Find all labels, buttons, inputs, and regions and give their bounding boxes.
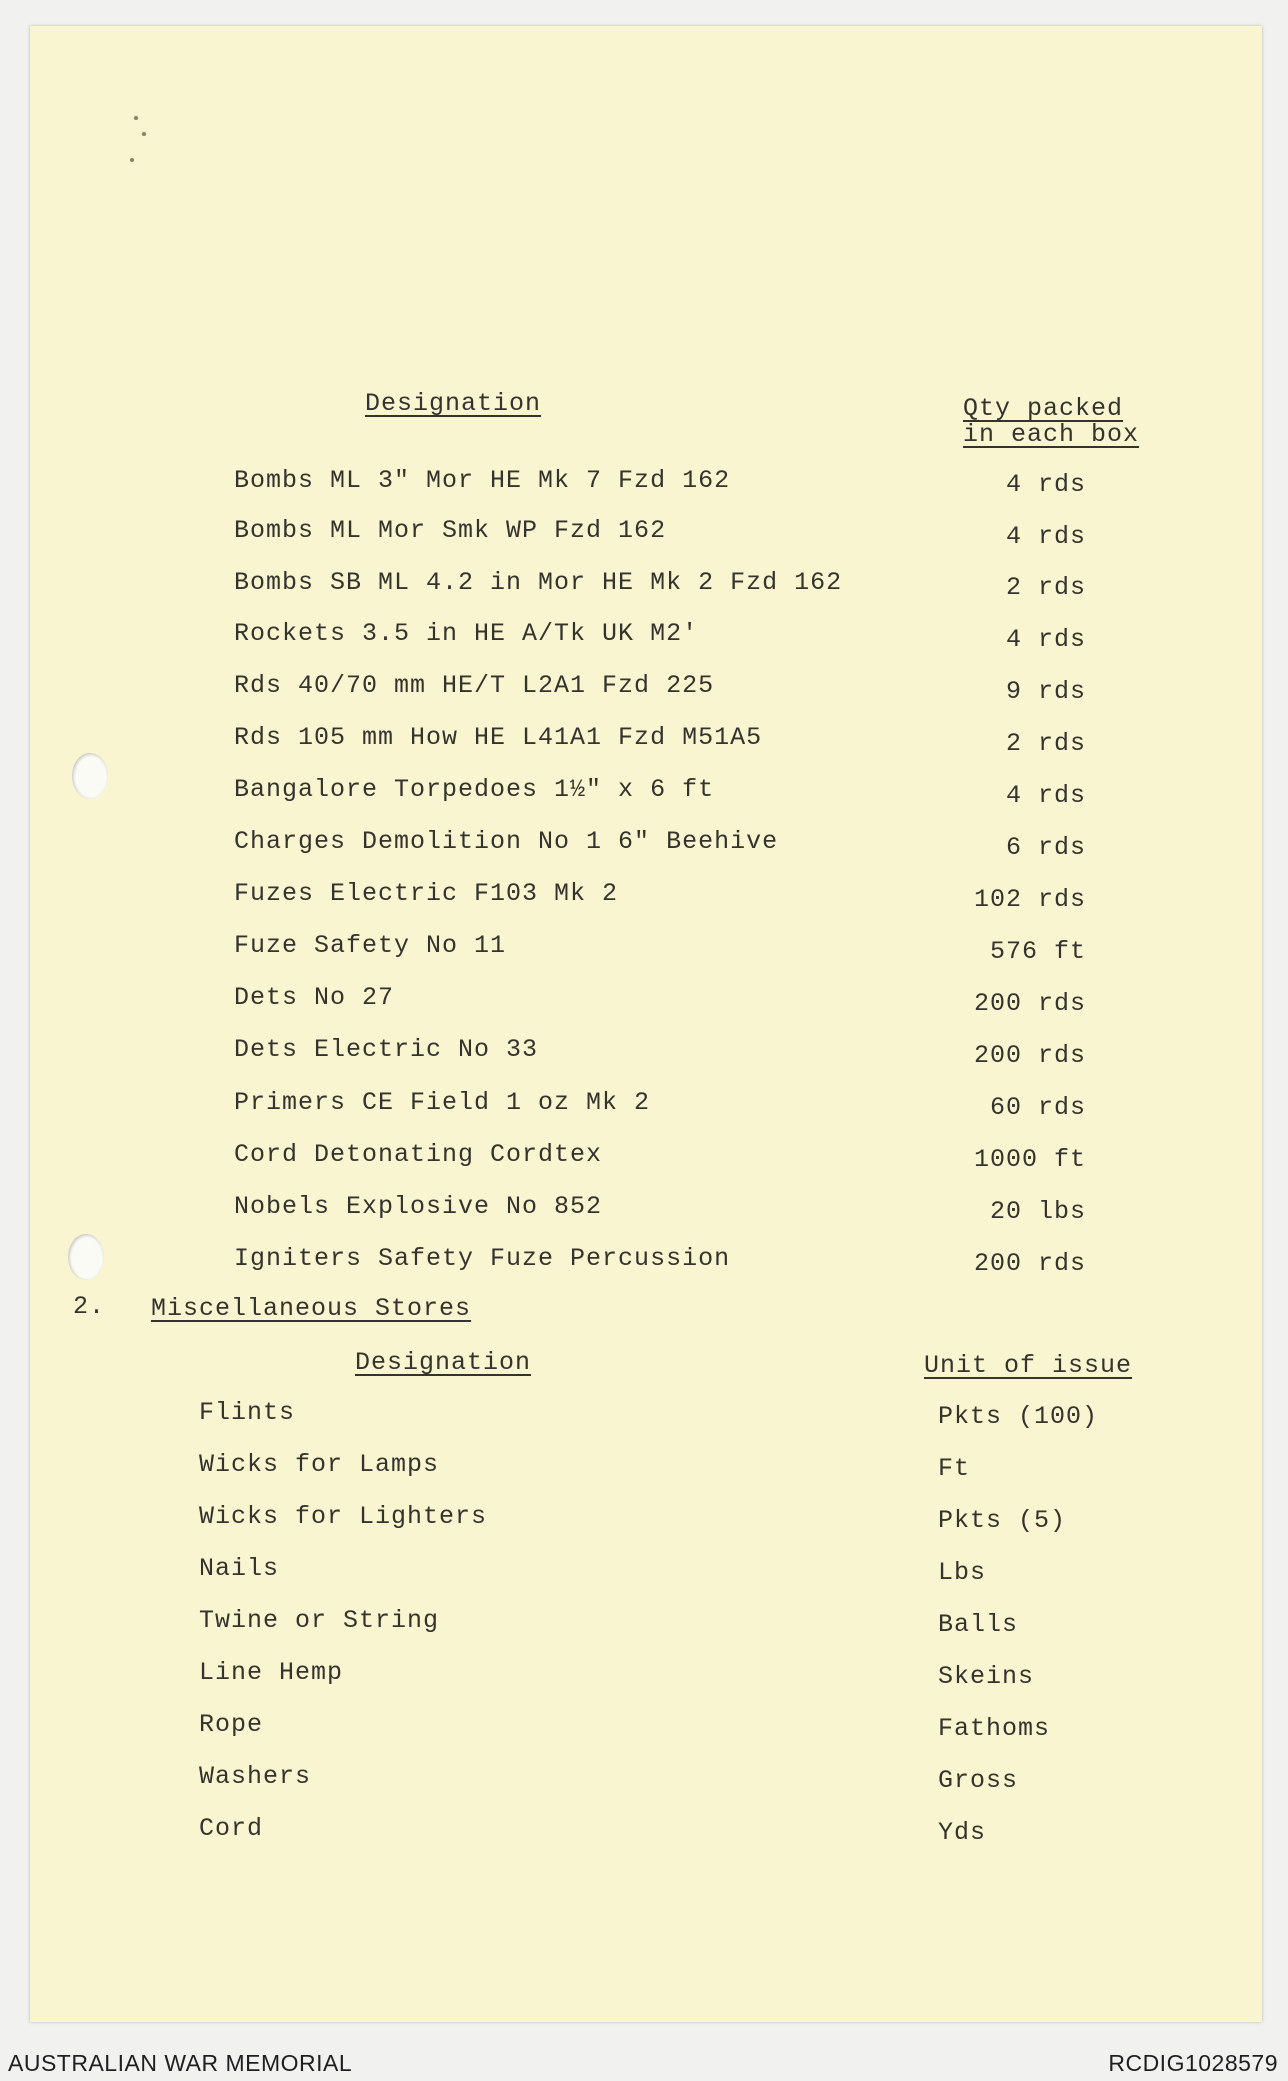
paper-blemish <box>130 158 134 162</box>
ammo-qty: 4 rds <box>1005 781 1086 810</box>
ammo-designation: Dets Electric No 33 <box>234 1035 539 1064</box>
store-designation: Line Hemp <box>199 1658 344 1687</box>
store-unit: Balls <box>938 1610 1019 1639</box>
ammo-designation: Fuze Safety No 11 <box>234 931 507 960</box>
store-designation: Washers <box>199 1762 312 1791</box>
ammo-designation: Igniters Safety Fuze Percussion <box>234 1244 731 1273</box>
ammo-designation: Fuzes Electric F103 Mk 2 <box>234 879 619 908</box>
store-designation: Flints <box>199 1398 296 1427</box>
store-designation: Wicks for Lamps <box>199 1450 440 1479</box>
footer-archive-name: AUSTRALIAN WAR MEMORIAL <box>8 2050 353 2076</box>
ammo-qty: 9 rds <box>1005 677 1086 706</box>
store-unit: Gross <box>938 1766 1019 1795</box>
store-unit: Ft <box>938 1454 971 1483</box>
designation-header: Designation <box>355 1348 532 1377</box>
ammo-designation: Nobels Explosive No 852 <box>234 1192 603 1221</box>
ammo-qty: 2 rds <box>1005 573 1086 602</box>
store-unit: Yds <box>938 1818 987 1847</box>
ammo-designation: Rds 105 mm How HE L41A1 Fzd M51A5 <box>234 723 763 752</box>
store-designation: Cord <box>199 1814 264 1843</box>
store-unit: Skeins <box>938 1662 1035 1691</box>
punch-hole <box>68 1234 104 1280</box>
ammo-qty: 4 rds <box>1005 522 1086 551</box>
ammo-qty: 1000 ft <box>973 1145 1086 1174</box>
ammo-designation: Bombs ML 3" Mor HE Mk 7 Fzd 162 <box>234 466 731 495</box>
punch-hole <box>72 753 108 799</box>
ammo-designation: Rockets 3.5 in HE A/Tk UK M2' <box>234 619 699 648</box>
store-unit: Fathoms <box>938 1714 1051 1743</box>
store-unit: Pkts (5) <box>938 1506 1067 1535</box>
ammo-designation: Rds 40/70 mm HE/T L2A1 Fzd 225 <box>234 671 715 700</box>
unit-of-issue-header: Unit of issue <box>924 1351 1133 1380</box>
ammo-designation: Dets No 27 <box>234 983 395 1012</box>
section-number: 2. <box>73 1292 106 1321</box>
store-unit: Pkts (100) <box>938 1402 1099 1431</box>
ammo-designation: Primers CE Field 1 oz Mk 2 <box>234 1088 651 1117</box>
store-unit: Lbs <box>938 1558 987 1587</box>
paper-blemish <box>142 132 146 136</box>
ammo-qty: 6 rds <box>1005 833 1086 862</box>
ammo-qty: 4 rds <box>1005 625 1086 654</box>
store-designation: Twine or String <box>199 1606 440 1635</box>
ammo-designation: Bombs SB ML 4.2 in Mor HE Mk 2 Fzd 162 <box>234 568 843 597</box>
ammo-designation: Cord Detonating Cordtex <box>234 1140 603 1169</box>
designation-header: Designation <box>365 389 542 418</box>
ammo-qty: 576 ft <box>989 937 1086 966</box>
ammo-qty: 200 rds <box>973 1249 1086 1278</box>
ammo-qty: 2 rds <box>1005 729 1086 758</box>
ammo-designation: Bangalore Torpedoes 1½" x 6 ft <box>234 775 715 804</box>
qty-header-line2: in each box <box>963 420 1140 449</box>
ammo-qty: 200 rds <box>973 989 1086 1018</box>
paper-blemish <box>134 116 138 120</box>
section-title: Miscellaneous Stores <box>151 1294 472 1323</box>
ammo-qty: 4 rds <box>1005 470 1086 499</box>
ammo-qty: 60 rds <box>989 1093 1086 1122</box>
qty-header-line1: Qty packed <box>963 394 1124 423</box>
ammo-designation: Charges Demolition No 1 6" Beehive <box>234 827 779 856</box>
footer-record-id: RCDIG1028579 <box>1108 2050 1278 2076</box>
store-designation: Wicks for Lighters <box>199 1502 488 1531</box>
store-designation: Rope <box>199 1710 264 1739</box>
store-designation: Nails <box>199 1554 280 1583</box>
ammo-qty: 102 rds <box>973 885 1086 914</box>
ammo-designation: Bombs ML Mor Smk WP Fzd 162 <box>234 516 667 545</box>
ammo-qty: 200 rds <box>973 1041 1086 1070</box>
ammo-qty: 20 lbs <box>989 1197 1086 1226</box>
